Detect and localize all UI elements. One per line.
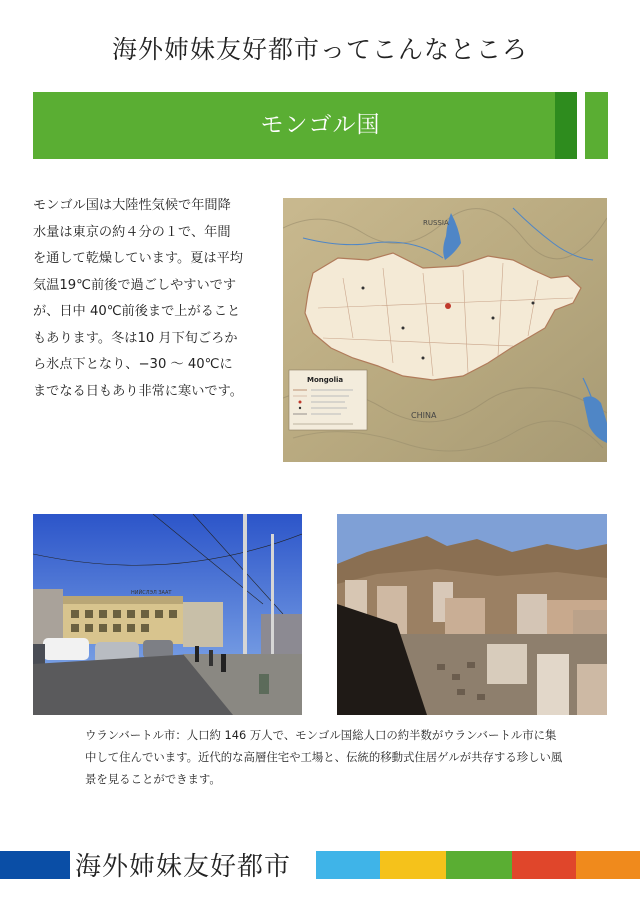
banner-end-stripe bbox=[585, 92, 608, 159]
car-white bbox=[43, 638, 89, 660]
map-legend-title: Mongolia bbox=[307, 376, 344, 384]
climate-description: モンゴル国は大陸性気候で年間降水量は東京の約４分の１で、年間を通して乾燥しています。夏は平均気温19℃前後で過ごしやすいですが、日中 40℃前後まで上がることもあります。冬は10 月下旬ごろから氷点下となり、−30 〜 40℃にまでなる日もあり非常に寒いです。 bbox=[33, 198, 243, 399]
footer-title: 海外姉妹友好都市 bbox=[75, 852, 292, 882]
mongolia-map bbox=[283, 198, 607, 462]
footer-bar-orange bbox=[576, 851, 640, 879]
country-banner bbox=[33, 92, 608, 159]
ulaanbaatar-marker bbox=[445, 303, 451, 309]
banner-accent-stripe bbox=[555, 92, 577, 159]
china-label: CHINA bbox=[411, 411, 437, 420]
page-title: 海外姉妹友好都市ってこんなところ bbox=[111, 35, 528, 64]
cityscape-photo bbox=[337, 514, 607, 715]
footer-bar-blue bbox=[0, 851, 70, 879]
footer-bar-lightblue bbox=[316, 851, 380, 879]
street-scene-photo bbox=[33, 514, 302, 715]
street-sign-text: НИЙСЛЭЛ ЗААТ bbox=[131, 590, 172, 596]
russia-label: RUSSIA bbox=[423, 219, 449, 227]
footer-bar-yellow bbox=[380, 851, 446, 879]
country-title: モンゴル国 bbox=[260, 112, 381, 138]
footer-bar-red bbox=[512, 851, 576, 879]
banner-divider-stripe bbox=[577, 92, 585, 159]
ulaanbaatar-caption: ウランバートル市：人口約 146 万人で、モンゴル国総人口の約半数がウランバートル市に集中して住んでいます。近代的な高層住宅や工場と、伝統的移動式住居ゲルが共存する珍しい風景を見ることができます。 bbox=[85, 728, 563, 786]
footer-bar-green bbox=[446, 851, 512, 879]
